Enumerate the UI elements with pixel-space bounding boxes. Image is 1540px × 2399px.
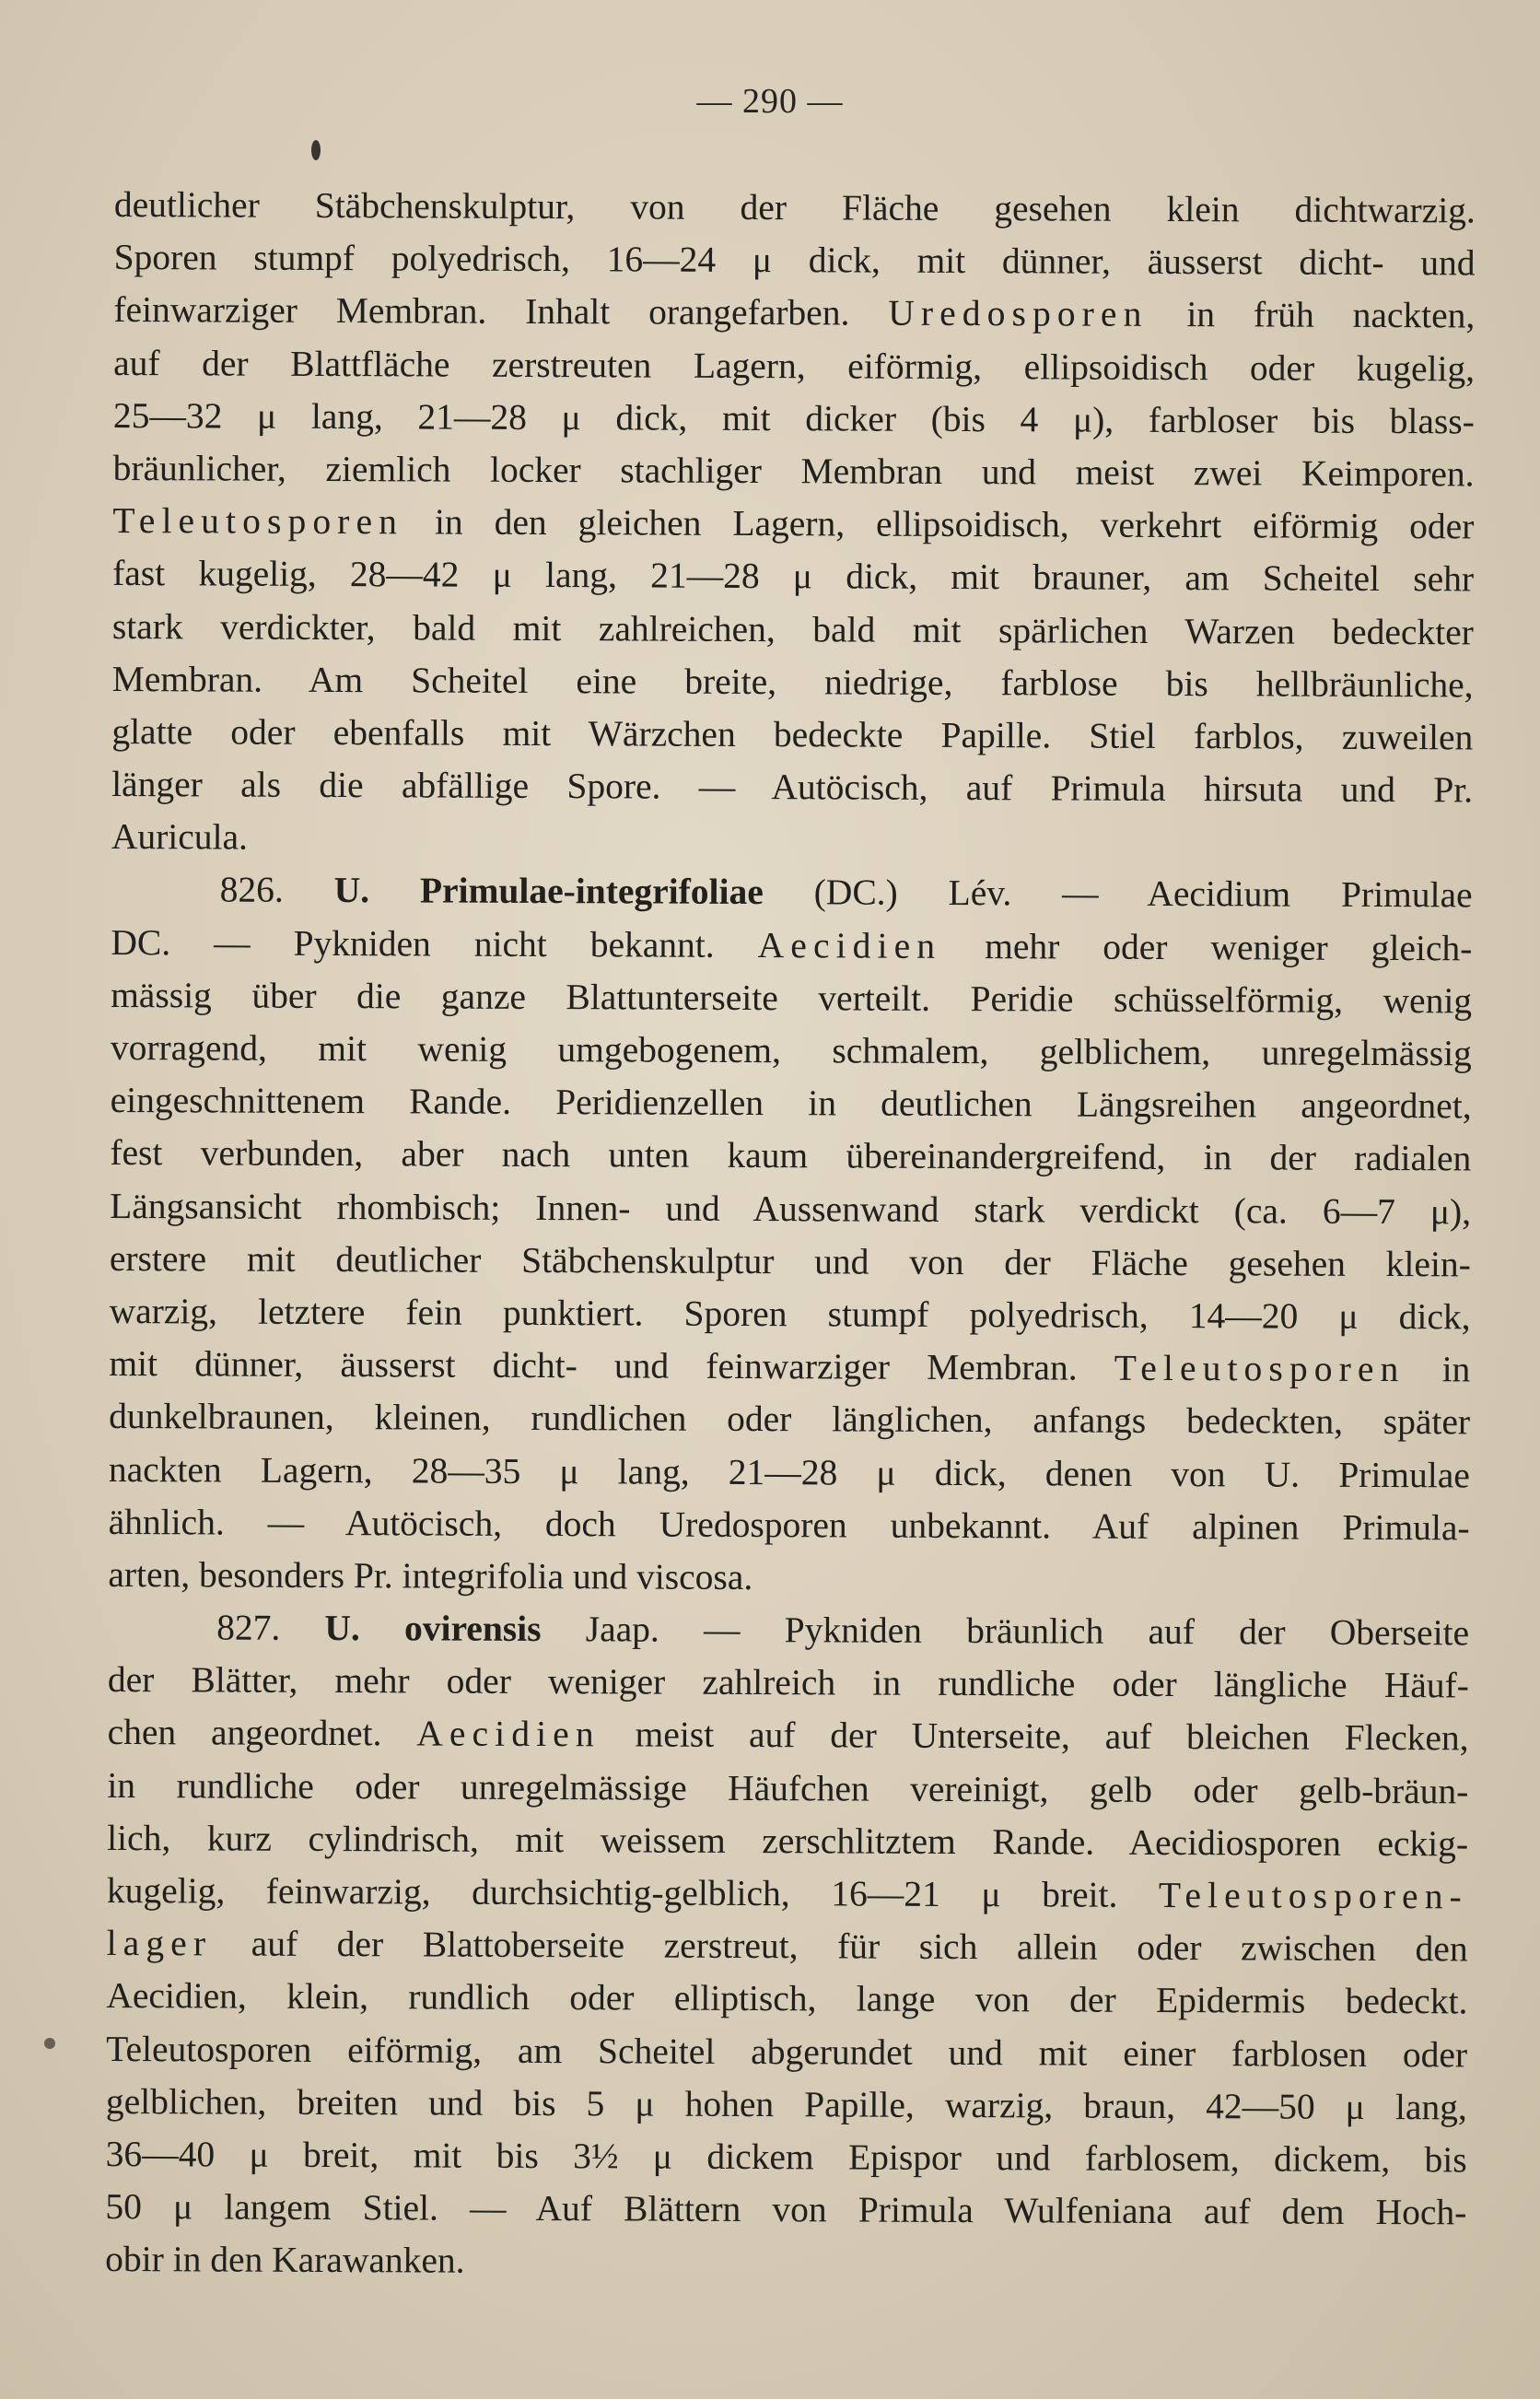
text-line — [112, 653, 1474, 712]
text-line — [111, 917, 1472, 976]
species-name: U. Primulae-integrifoliae — [333, 870, 764, 913]
text-segment: länger als die abfällige Spore. — Autöcisch, auf Primula hirsuta und Pr. — [111, 764, 1474, 811]
text-segment: DC. — Pykniden nicht bekannt. — [111, 921, 758, 965]
text-line — [111, 811, 1473, 870]
ink-speck — [44, 2038, 55, 2049]
text-line — [113, 337, 1475, 396]
text-line — [114, 179, 1476, 238]
text-line — [109, 1443, 1470, 1502]
text-segment: 827. — [216, 1607, 325, 1649]
text-segment: eingeschnittenem Rande. Peridienzellen in deutlichen Längsreihen angeordnet, — [110, 1080, 1472, 1127]
text-line — [111, 758, 1473, 817]
text-line — [107, 1812, 1468, 1871]
text-segment: Aecidien, klein, rundlich oder elliptisch, lange von der Epidermis bedeckt. — [106, 1975, 1468, 2022]
text-segment: lich, kurz cylindrisch, mit weissem zerschlitztem Rande. Aecidiosporen eckig- — [107, 1817, 1469, 1865]
text-segment: Jaap. — Pykniden bräunlich auf der Oberseite — [541, 1609, 1470, 1654]
text-segment: fest verbunden, aber nach unten kaum übereinandergreifend, in der radialen — [110, 1132, 1472, 1179]
text-line — [114, 231, 1476, 290]
text-line — [107, 1760, 1468, 1819]
text-line — [110, 1180, 1471, 1239]
spaced-term: Uredosporen — [888, 293, 1149, 335]
text-segment: mit dünner, äusserst dicht- und feinwarziger Membran. — [109, 1343, 1114, 1388]
text-line — [111, 863, 1473, 922]
spaced-term: lager — [106, 1923, 213, 1964]
text-segment: fast kugelig, 28—42 μ lang, 21—28 μ dick, mit brauner, am Scheitel sehr — [112, 553, 1475, 600]
text-segment: meist auf der Unterseite, auf bleichen Flecken, — [600, 1714, 1469, 1759]
species-name: U. ovirensis — [324, 1608, 542, 1650]
text-line — [111, 706, 1473, 765]
text-segment: in rundliche oder unregelmässige Häufchen vereinigt, gelb oder gelb-bräun- — [107, 1764, 1469, 1812]
text-line — [105, 2233, 1466, 2292]
text-segment: mehr oder weniger gleich- — [941, 925, 1473, 969]
text-segment: 826. — [219, 869, 334, 911]
text-segment: Membran. Am Scheitel eine breite, niedrige, farblose bis hellbräunliche, — [111, 658, 1474, 706]
text-line — [110, 1285, 1471, 1344]
text-segment: bräunlicher, ziemlich locker stachliger Membran und meist zwei Keimporen. — [112, 447, 1475, 495]
text-line — [108, 1601, 1469, 1660]
text-segment: chen angeordnet. — [107, 1712, 417, 1754]
text-line — [109, 1496, 1470, 1555]
text-segment: Sporen stumpf polyedrisch, 16—24 μ dick, mit dünner, äusserst dicht- und — [113, 237, 1476, 284]
text-line — [110, 1127, 1471, 1186]
text-segment: feinwarziger Membran. Inhalt orangefarben. — [113, 289, 889, 334]
ink-speck — [311, 140, 321, 160]
text-segment: erstere mit deutlicher Stäbchenskulptur und von der Fläche gesehen klein- — [109, 1237, 1471, 1285]
text-segment: der Blätter, mehr oder weniger zahlreich in rundliche oder längliche Häuf- — [107, 1659, 1469, 1706]
text-segment: auf der Blattoberseite zerstreut, für sich allein oder zwischen den — [212, 1923, 1468, 1970]
text-segment: Längsansicht rhombisch; Innen- und Aussenwand stark verdickt (ca. 6—7 μ), — [110, 1185, 1472, 1233]
text-line — [105, 2181, 1466, 2240]
text-line — [109, 1390, 1470, 1449]
text-segment: in früh nackten, — [1148, 294, 1476, 336]
text-line — [107, 1917, 1468, 1976]
text-line — [106, 2023, 1467, 2082]
text-line — [112, 600, 1474, 659]
text-segment: 36—40 μ breit, mit bis 3½ μ dickem Epispor und farblosem, dickem, bis — [105, 2133, 1467, 2181]
text-segment: kugelig, feinwarzig, durchsichtig-gelblich, 16—21 μ breit. — [106, 1869, 1160, 1915]
text-segment: 50 μ langem Stiel. — Auf Blättern von Primula Wulfeniana auf dem Hoch- — [105, 2186, 1467, 2233]
body-text — [105, 179, 1476, 2292]
text-segment: vorragend, mit wenig umgebogenem, schmalem, gelblichem, unregelmässig — [110, 1026, 1472, 1074]
text-segment: arten, besonders Pr. integrifolia und viscosa. — [108, 1553, 753, 1597]
text-line — [112, 547, 1474, 606]
spaced-term: Teleutosporen — [112, 500, 404, 543]
text-line — [110, 1233, 1471, 1292]
text-segment: warzig, letztere fein punktiert. Sporen stumpf polyedrisch, 14—20 μ dick, — [109, 1290, 1471, 1338]
text-line — [108, 1654, 1469, 1713]
spaced-term: Teleutosporen — [1114, 1347, 1406, 1390]
text-line — [113, 442, 1475, 501]
text-line — [113, 390, 1475, 449]
text-line — [111, 1022, 1472, 1081]
text-segment: obir in den Karawanken. — [105, 2239, 465, 2281]
text-line — [106, 2128, 1467, 2187]
text-segment: gelblichen, breiten und bis 5 μ hohen Papille, warzig, braun, 42—50 μ lang, — [105, 2080, 1467, 2128]
text-segment: (DC.) Lév. — Aecidium Primulae — [763, 872, 1473, 916]
spaced-term: Aecidien — [416, 1713, 601, 1755]
text-segment: 25—32 μ lang, 21—28 μ dick, mit dicker (bis 4 μ), farbloser bis blass- — [112, 394, 1475, 442]
text-segment: ähnlich. — Autöcisch, doch Uredosporen unbekannt. Auf alpinen Primula- — [108, 1501, 1470, 1549]
text-segment: Teleutosporen eiförmig, am Scheitel abgerundet und mit einer farblosen oder — [106, 2028, 1468, 2075]
text-line — [107, 1865, 1468, 1924]
text-segment: Auricula. — [111, 816, 249, 858]
text-segment: in den gleichen Lagern, ellipsoidisch, verkehrt eiförmig oder — [402, 501, 1475, 547]
text-line — [109, 1338, 1470, 1397]
text-line — [106, 1970, 1467, 2029]
text-segment: stark verdickter, bald mit zahlreichen, bald mit spärlichen Warzen bedeckter — [111, 605, 1474, 652]
text-line — [111, 969, 1472, 1028]
text-segment: auf der Blattfläche zerstreuten Lagern, eiförmig, ellipsoidisch oder kugelig, — [113, 342, 1476, 390]
text-segment: deutlicher Stäbchenskulptur, von der Fläche gesehen klein dichtwarzig. — [113, 183, 1476, 231]
text-segment: glatte oder ebenfalls mit Wärzchen bedeckte Papille. Stiel farblos, zuweilen — [111, 710, 1474, 758]
page-number: — 290 — — [696, 82, 844, 121]
spaced-term: Teleutosporen- — [1158, 1874, 1468, 1917]
text-segment: in — [1405, 1349, 1471, 1390]
spaced-term: Aecidien — [757, 924, 942, 966]
text-segment: nackten Lagern, 28—35 μ lang, 21—28 μ dick, denen von U. Primulae — [108, 1448, 1470, 1495]
text-line — [112, 495, 1474, 554]
text-line — [108, 1706, 1469, 1765]
text-line — [108, 1549, 1469, 1608]
text-line — [106, 2076, 1467, 2135]
text-segment: mässig über die ganze Blattunterseite verteilt. Peridie schüsselförmig, wenig — [111, 974, 1473, 1022]
text-segment: dunkelbraunen, kleinen, rundlichen oder länglichen, anfangs bedeckten, später — [109, 1396, 1471, 1443]
text-line — [111, 1074, 1472, 1133]
text-line — [113, 284, 1475, 343]
